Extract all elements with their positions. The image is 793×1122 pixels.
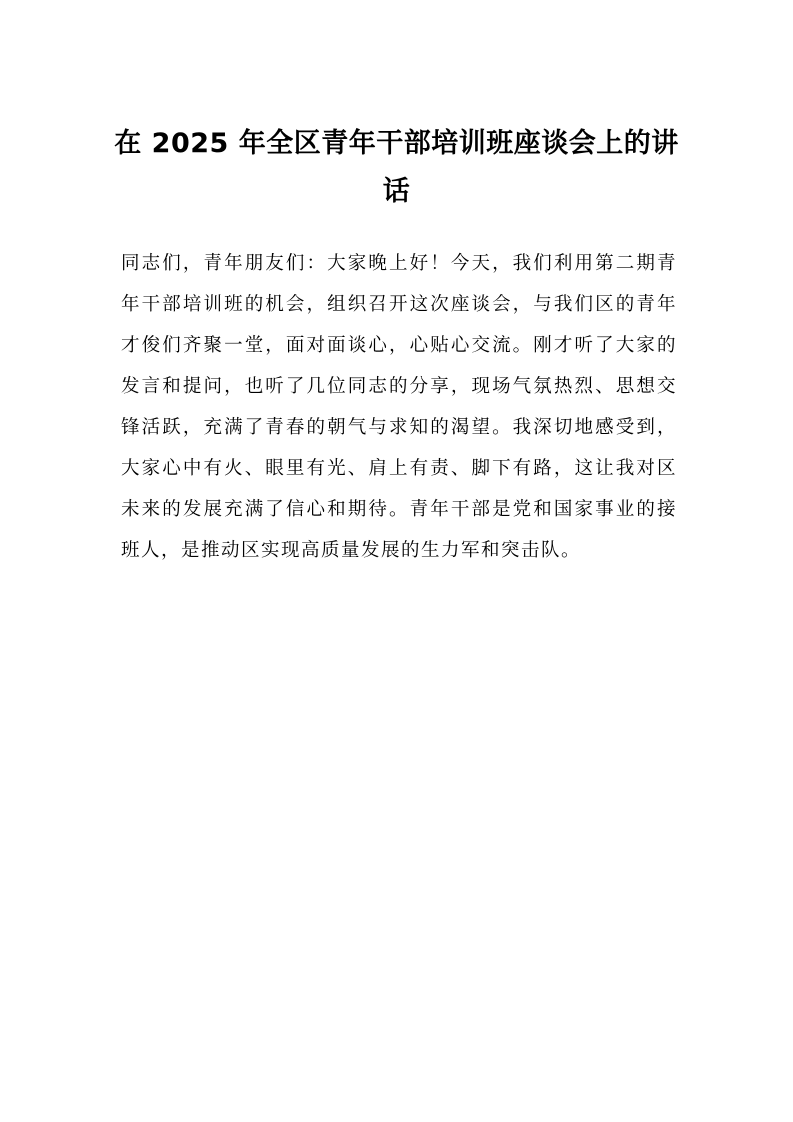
- body-paragraph: 同志们，青年朋友们：大家晚上好！今天，我们利用第二期青年干部培训班的机会，组织召开这次座谈会，与我们区的青年才俊们齐聚一堂，面对面谈心，心贴心交流。刚才听了大家的发言和提问，也听了几位同志的分享，现场气氛热烈、思想交锋活跃，充满了青春的朝气与求知的渴望。我深切地感受到，大家心中有火、眼里有光、肩上有责、脚下有路，这让我对区未来的发展充满了信心和期待。青年干部是党和国家事业的接班人，是推动区实现高质量发展的生力军和突击队。: [121, 253, 677, 561]
- document-title: 在 2025 年全区青年干部培训班座谈会上的讲话: [114, 128, 679, 207]
